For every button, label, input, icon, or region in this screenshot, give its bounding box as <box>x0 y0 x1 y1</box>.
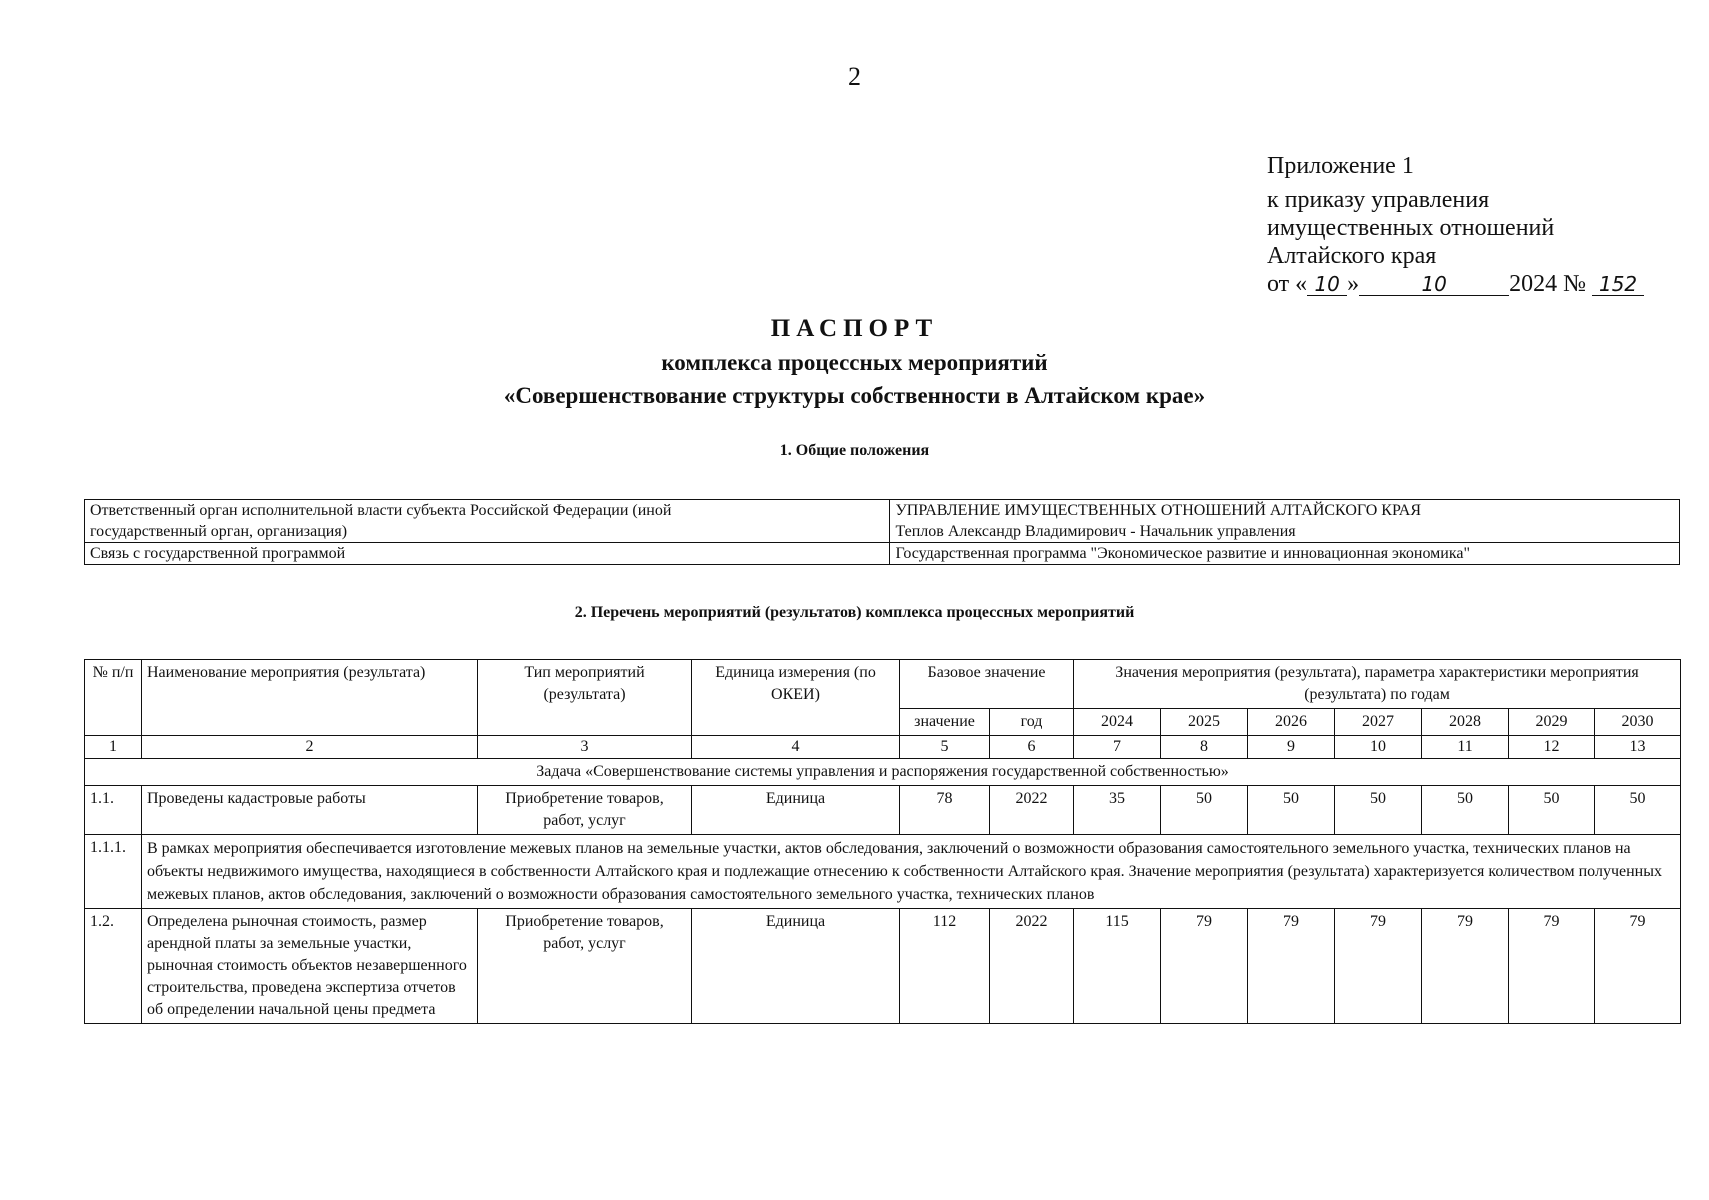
row-value: 50 <box>1335 786 1422 835</box>
row-value: 35 <box>1074 786 1161 835</box>
header-values: Значения мероприятия (результата), параметра характеристики мероприятия (результата) по годам <box>1074 660 1681 709</box>
title-passport: ПАСПОРТ <box>770 315 939 342</box>
header-row <box>85 660 1681 709</box>
general-provisions-table <box>84 499 1680 565</box>
section-1-heading: 1. Общие положения <box>779 442 930 459</box>
column-number: 7 <box>1074 736 1161 759</box>
table-row <box>85 786 1681 835</box>
header-type: Тип мероприятий (результата) <box>478 660 692 736</box>
header-year: 2024 <box>1074 709 1161 736</box>
annex-date-line <box>1267 270 1644 298</box>
task-row <box>85 759 1681 786</box>
row-base-value: 78 <box>900 786 990 835</box>
date-prefix: от « <box>1267 271 1308 297</box>
row-value: 50 <box>1509 786 1595 835</box>
header-name: Наименование мероприятия (результата) <box>142 660 478 736</box>
program-link-value: Государственная программа "Экономическое развитие и инновационная экономика" <box>890 543 1680 565</box>
description-row <box>85 835 1681 909</box>
responsible-label <box>85 500 890 543</box>
row-type: Приобретение товаров, работ, услуг <box>478 786 692 835</box>
header-unit: Единица измерения (по ОКЕИ) <box>692 660 900 736</box>
column-number: 6 <box>990 736 1074 759</box>
annex-title: Приложение 1 <box>1267 153 1414 179</box>
row-value: 79 <box>1422 909 1509 1024</box>
section-2-heading: 2. Перечень мероприятий (результатов) комплекса процессных мероприятий <box>574 604 1135 621</box>
title-program-name: «Совершенствование структуры собственности в Алтайском крае» <box>503 383 1206 408</box>
header-year: 2025 <box>1161 709 1248 736</box>
annex-line-3: имущественных отношений <box>1267 215 1555 241</box>
date-year: 2024 № <box>1509 271 1587 297</box>
column-number: 13 <box>1595 736 1681 759</box>
order-number: 152 <box>1592 273 1644 296</box>
program-link-label: Связь с государственной программой <box>85 543 890 565</box>
measures-table <box>84 659 1681 1024</box>
column-number: 5 <box>900 736 990 759</box>
row-value: 79 <box>1595 909 1681 1024</box>
table-row <box>85 543 1680 565</box>
column-number: 11 <box>1422 736 1509 759</box>
column-number: 1 <box>85 736 142 759</box>
responsible-value <box>890 500 1680 543</box>
row-unit: Единица <box>692 786 900 835</box>
row-value: 50 <box>1595 786 1681 835</box>
row-value: 50 <box>1422 786 1509 835</box>
column-number: 2 <box>142 736 478 759</box>
row-base-year: 2022 <box>990 786 1074 835</box>
header-year: 2026 <box>1248 709 1335 736</box>
column-number: 9 <box>1248 736 1335 759</box>
responsible-person: Теплов Александр Владимирович - Начальник управления <box>895 523 1296 540</box>
row-value: 79 <box>1248 909 1335 1024</box>
header-base-year: год <box>990 709 1074 736</box>
responsible-label-line-1: Ответственный орган исполнительной власти субъекта Российской Федерации (иной <box>90 502 672 519</box>
header-base: Базовое значение <box>900 660 1074 709</box>
document-title <box>0 312 1709 412</box>
column-number: 8 <box>1161 736 1248 759</box>
row-value: 79 <box>1509 909 1595 1024</box>
column-number-row <box>85 736 1681 759</box>
header-base-value: значение <box>900 709 990 736</box>
row-value: 79 <box>1335 909 1422 1024</box>
row-no: 1.1. <box>85 786 142 835</box>
row-value: 50 <box>1161 786 1248 835</box>
row-value: 50 <box>1248 786 1335 835</box>
column-number: 10 <box>1335 736 1422 759</box>
table-row <box>85 909 1681 1024</box>
description-no: 1.1.1. <box>85 835 142 909</box>
row-value: 79 <box>1161 909 1248 1024</box>
row-unit: Единица <box>692 909 900 1024</box>
header-year: 2030 <box>1595 709 1681 736</box>
header-year: 2028 <box>1422 709 1509 736</box>
row-no: 1.2. <box>85 909 142 1024</box>
annex-line-2: к приказу управления <box>1267 187 1490 213</box>
row-type: Приобретение товаров, работ, услуг <box>478 909 692 1024</box>
page-number: 2 <box>848 62 861 91</box>
title-subtitle: комплекса процессных мероприятий <box>661 350 1048 375</box>
date-mid: » <box>1347 271 1360 297</box>
task-title: Задача «Совершенствование системы управления и распоряжения государственной собственностью» <box>85 759 1681 786</box>
responsible-organization: УПРАВЛЕНИЕ ИМУЩЕСТВЕННЫХ ОТНОШЕНИЙ АЛТАЙСКОГО КРАЯ <box>895 502 1422 519</box>
header-year: 2029 <box>1509 709 1595 736</box>
annex-block <box>1267 152 1644 298</box>
date-month: 10 <box>1359 273 1509 296</box>
row-name: Проведены кадастровые работы <box>142 786 478 835</box>
table-row <box>85 500 1680 543</box>
description-text: В рамках мероприятия обеспечивается изготовление межевых планов на земельные участки, актов обследования, заключений о возможности образования самостоятельного земельного участка, технических планов на объекты недвижимого имущества, находящиеся в собственности Алтайского края и подлежащие отнесению к собственности Алтайского края. Значение мероприятия (результата) характеризуется количеством полученных межевых планов, актов обследования, заключений о возможности образования самостоятельного земельного участка, технических планов <box>142 835 1681 909</box>
row-base-value: 112 <box>900 909 990 1024</box>
header-year: 2027 <box>1335 709 1422 736</box>
row-name: Определена рыночная стоимость, размер арендной платы за земельные участки, рыночная стоимость объектов незавершенного строительства, проведена экспертиза отчетов об определении начальной цены предмета <box>142 909 478 1024</box>
row-base-year: 2022 <box>990 909 1074 1024</box>
column-number: 4 <box>692 736 900 759</box>
responsible-label-line-2: государственный орган, организация) <box>90 523 348 540</box>
date-day: 10 <box>1307 273 1347 296</box>
column-number: 3 <box>478 736 692 759</box>
row-value: 115 <box>1074 909 1161 1024</box>
header-no: № п/п <box>85 660 142 736</box>
column-number: 12 <box>1509 736 1595 759</box>
annex-line-4: Алтайского края <box>1267 243 1437 269</box>
